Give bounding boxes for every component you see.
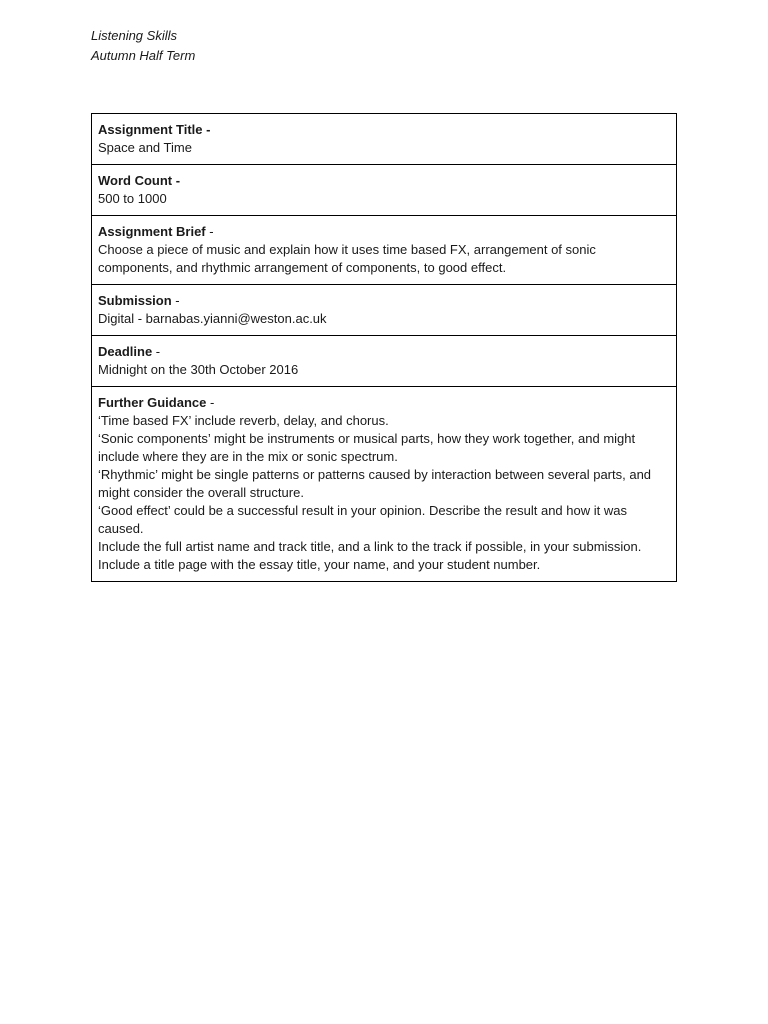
deadline-label: Deadline: [98, 344, 153, 359]
assignment-brief-value: Choose a piece of music and explain how it uses time based FX, arrangement of sonic components, and rhythmic arrangement of components, to good effect.: [98, 242, 596, 275]
course-name: Listening Skills: [91, 28, 177, 43]
submission-row: [92, 284, 676, 335]
assignment-brief-label: Assignment Brief: [98, 224, 206, 239]
word-count-value: 500 to 1000: [98, 191, 167, 206]
assignment-title-value: Space and Time: [98, 140, 192, 155]
further-guidance-row: [92, 386, 676, 581]
assignment-brief-row: [92, 215, 676, 284]
guidance-paragraph: Include a title page with the essay title, your name, and your student number.: [98, 557, 541, 572]
submission-value: Digital - barnabas.yianni@weston.ac.uk: [98, 311, 327, 326]
submission-dash: -: [171, 293, 180, 308]
deadline-row: [92, 335, 676, 386]
guidance-paragraph: ‘Good effect’ could be a successful result in your opinion. Describe the result and how it was caused.: [98, 503, 627, 536]
guidance-paragraph: ‘Sonic components’ might be instruments or musical parts, how they work together, and might include where they are in the mix or sonic spectrum.: [98, 431, 636, 464]
word-count-row: [92, 164, 676, 215]
further-guidance-dash: -: [206, 395, 215, 410]
further-guidance-label: Further Guidance: [98, 395, 207, 410]
word-count-label: Word Count -: [98, 173, 181, 188]
assignment-brief-dash: -: [205, 224, 214, 239]
assignment-title-label: Assignment Title -: [98, 122, 211, 137]
deadline-value: Midnight on the 30th October 2016: [98, 362, 299, 377]
assignment-title-row: [92, 114, 676, 164]
document-header: [91, 26, 195, 66]
submission-label: Submission: [98, 293, 172, 308]
guidance-paragraph: ‘Rhythmic’ might be single patterns or patterns caused by interaction between several parts, and might consider the overall structure.: [98, 467, 652, 500]
deadline-dash: -: [152, 344, 161, 359]
term-name: Autumn Half Term: [91, 48, 196, 63]
guidance-paragraph: ‘Time based FX’ include reverb, delay, and chorus.: [98, 413, 389, 428]
assignment-table: [91, 113, 677, 582]
guidance-paragraph: Include the full artist name and track title, and a link to the track if possible, in your submission.: [98, 539, 642, 554]
